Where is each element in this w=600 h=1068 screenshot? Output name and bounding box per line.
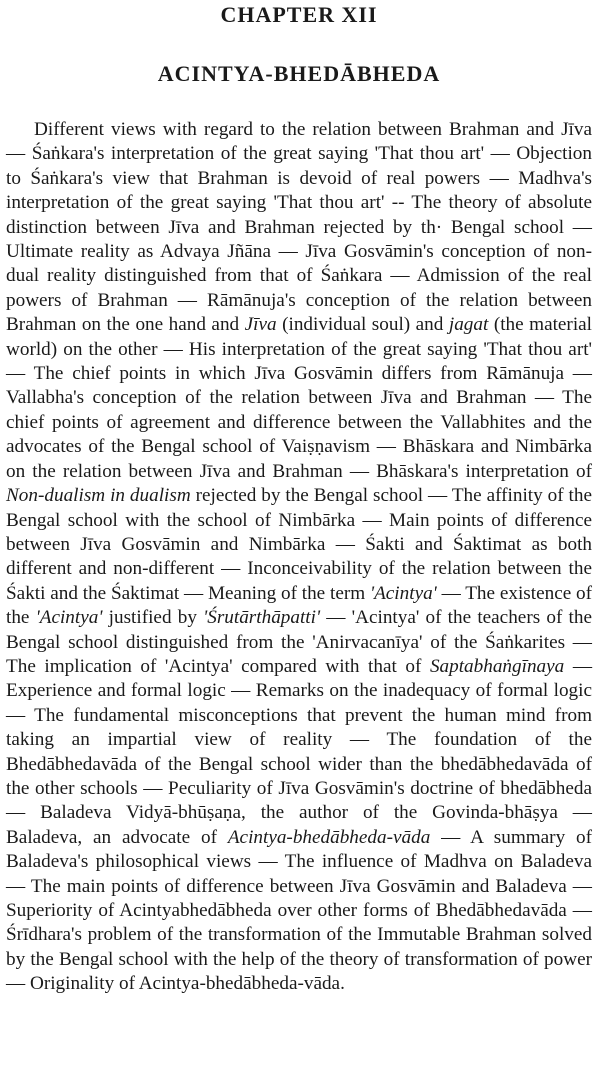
summary-text: rejected by the Bengal school — The affinity of the Bengal school with the school of Nimbārka — Main points of difference between Jīva Gosvāmin and Nimbārka — Śakti and Śaktimat as both different and non-different — Inconceivability of the relation between the Śakti and the Śaktimat — Meaning of the term: [6, 485, 592, 604]
chapter-number: CHAPTER XII: [220, 2, 378, 27]
summary-italic-term: 'Acintya': [35, 607, 103, 629]
chapter-title: ACINTYA-BHEDĀBHEDA: [157, 61, 441, 86]
summary-text: Different views with regard to the relation between Brahman and Jīva — Śaṅkara's interpretation of the great saying 'That thou art' — Objection to Śaṅkara's view that Brahman is devoid of real powers — Madhva's interpretation of the great saying 'That thou art' -- The theory of absolute distinction between Jīva and Brahman rejected by th· Bengal school — Ultimate reality as Advaya Jñāna — Jīva Gosvāmin's conception of non-dual reality distinguished from that of Śaṅkara — Admission of the real powers of Brahman — Rāmānuja's conception of the relation between Brahman on the one hand and: [6, 119, 592, 336]
summary-text: — Experience and formal logic — Remarks on the inadequacy of formal logic — The fundamental misconceptions that prevent the human mind from taking an impartial view of reality — The foundation of the Bhedābhedavāda of the Bengal school wider than the bhedābhedavāda of the other schools — Peculiarity of Jīva Gosvāmin's doctrine of bhedābheda — Baladeva Vidyā-bhūṣaṇa, the author of the Govinda-bhāṣya — Baladeva, an advocate of: [6, 655, 593, 848]
summary-italic-term: Non-dualism in dualism: [6, 485, 191, 507]
summary-italic-term: Saptabhaṅgīnaya: [429, 655, 565, 677]
summary-italic-term: Jīva: [244, 314, 277, 336]
summary-text: justified by: [102, 607, 204, 629]
summary-text: (individual soul) and: [276, 314, 449, 336]
summary-text: — The existence of the: [6, 582, 593, 629]
summary-italic-term: jagat: [448, 314, 489, 336]
summary-italic-term: 'Śrutārthāpatti': [203, 607, 321, 629]
chapter-summary: [6, 118, 592, 997]
summary-italic-term: 'Acintya': [369, 582, 437, 604]
summary-italic-term: Acintya-bhedābheda-vāda: [227, 826, 431, 848]
summary-text: — 'Acintya' of the teachers of the Bengal school distinguished from the 'Anirvacanīya' of the Śaṅkarites — The implication of 'Acintya' compared with that of: [6, 607, 592, 677]
summary-text: (the material world) on the other — His interpretation of the great saying 'That thou art' — The chief points in which Jīva Gosvāmin differs from Rāmānuja — Vallabha's conception of the relation between Jīva and Brahman — The chief points of agreement and difference between the Vallabhites and the advocates of the Bengal school of Vaiṣṇavism — Bhāskara and Nimbārka on the relation between Jīva and Brahman — Bhāskara's interpretation of: [6, 314, 593, 482]
summary-text: — A summary of Baladeva's philosophical views — The influence of Madhva on Baladeva — The main points of difference between Jīva Gosvāmin and Baladeva — Superiority of Acintyabhedābheda over other forms of Bhedābhedavāda — Śrīdhara's problem of the transformation of the Immutable Brahman solved by the Bengal school with the help of the theory of transformation of power — Originality of Acintya-bhedābheda-vāda.: [6, 826, 592, 995]
